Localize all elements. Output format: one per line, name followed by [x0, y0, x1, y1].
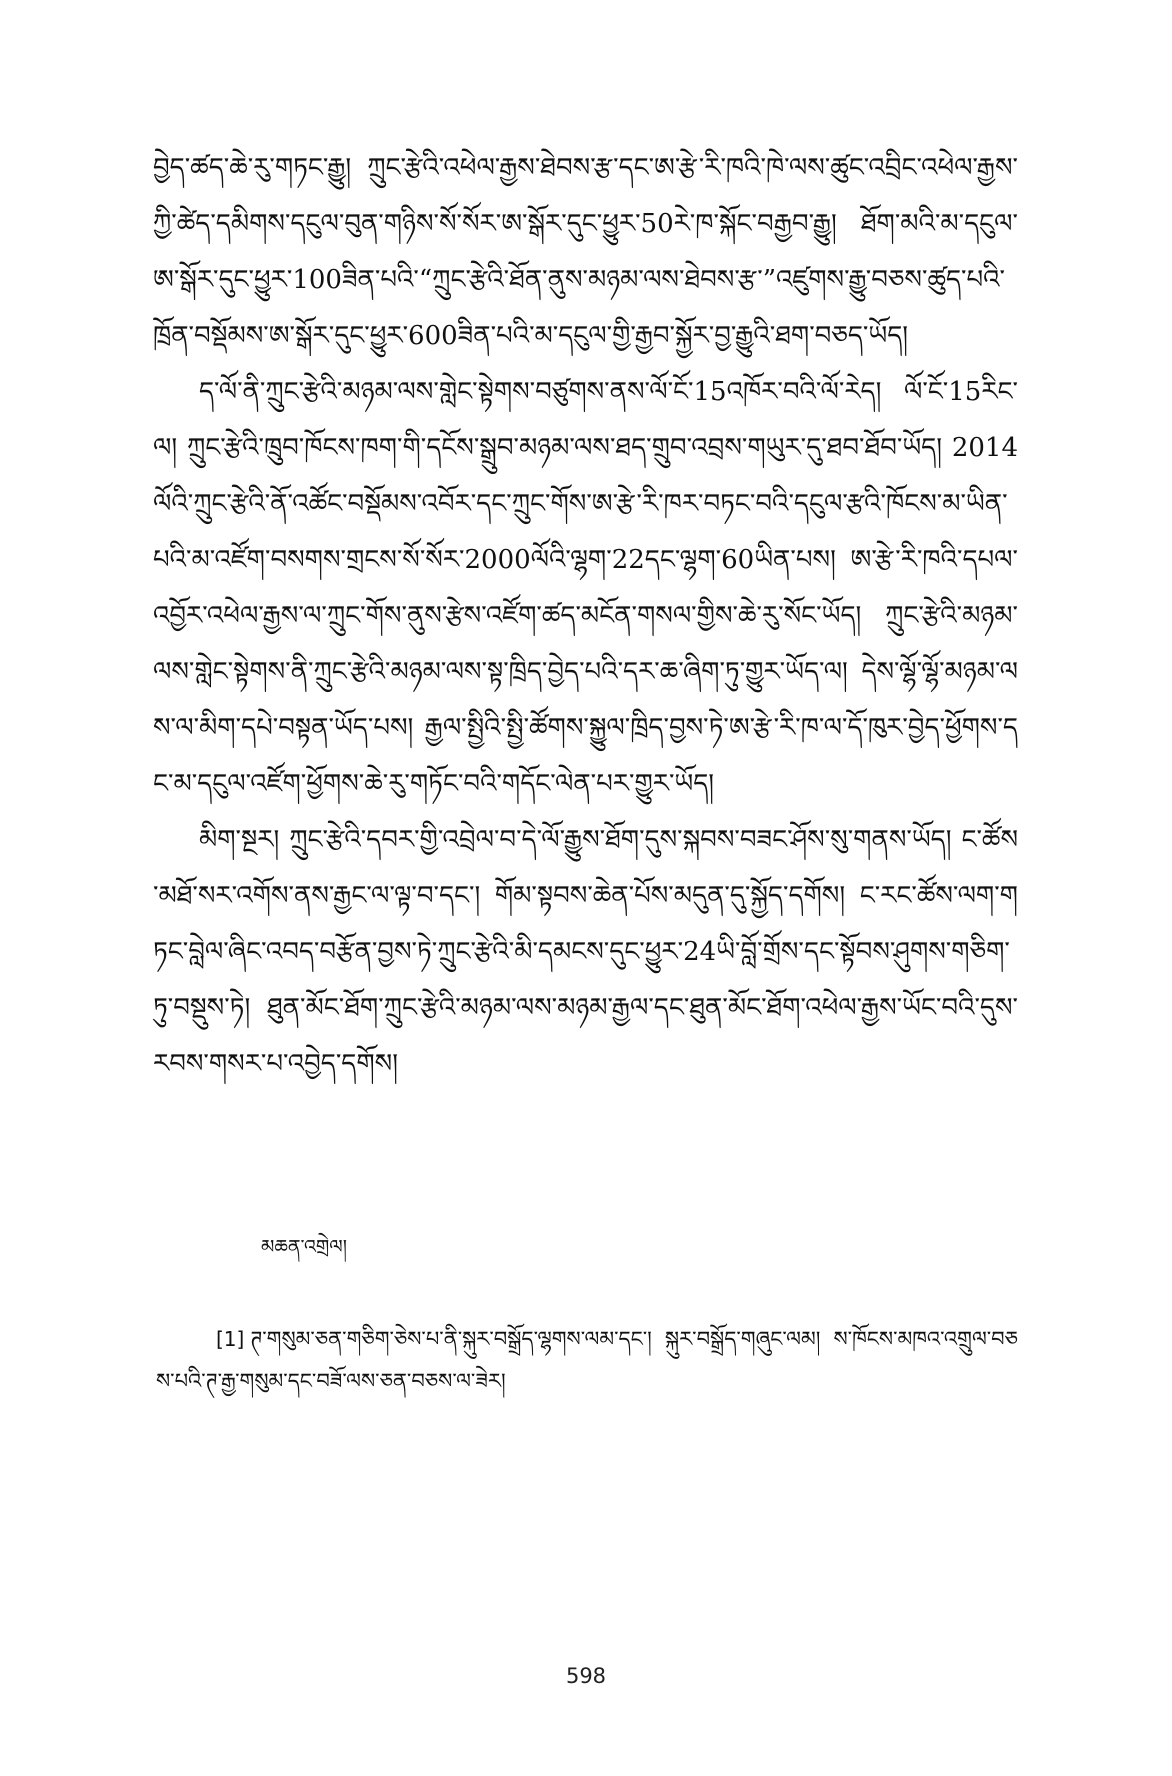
paragraph-3: མིག་སྔར། ཀྲུང་རྩེའི་དབར་གྱི་འབྲེལ་བ་དེ་ལོ་རྒྱུས་ཐོག་དུས་སྐབས་བཟང་ཤོས་སུ་གནས་ཡོད། ང་ཚོས་མཐོ་སར་འགོས་ནས་རྒྱང་ལ་ལྟ་བ་དང་། གོམ་སྟབས་ཆེན་པོས་མདུན་དུ་སྐྱོད་དགོས། ང་རང་ཚོས་ལག་གཏང་བླེལ་ཞིང་འབད་བརྩོན་བྱས་ཏེ་ཀྲུང་རྩེའི་མི་དམངས་དུང་ཕྱུར་24ཡི་བློ་གྲོས་དང་སྟོབས་ཤུགས་གཅིག་ཏུ་བསྡུས་ཏེ། ཐུན་མོང་ཐོག་ཀྲུང་རྩེའི་མཉམ་ལས་མཉམ་རྒྱལ་དང་ཐུན་མོང་ཐོག་འཕེལ་རྒྱས་ཡོང་བའི་དུས་རབས་གསར་པ་འབྱེད་དགོས། [153, 825, 1018, 1079]
footnote-text: ཊ་གསུམ་ཅན་གཅིག་ཅེས་པ་ནི་སྐུར་བསྒྲོད་ལྷགས་ལམ་དང་། སྐུར་བསྒྲོད་གཞུང་ལམ། ས་ཁོངས་མཁའ་འགྲུལ་བཅས་པའི་ཊ་རྒྱ་གསུམ་དང་བཟོ་ལས་ཅན་བཅས་ལ་ཟེར། [156, 1327, 1018, 1393]
paragraph-1: བྱེད་ཚད་ཆེ་རུ་གཏང་རྒྱུ། ཀྲུང་རྩེའི་འཕེལ་རྒྱས་ཐེབས་རྩ་དང་ཨ་རྩེ་རི་ཁའི་ཁེ་ལས་ཚུང་འབྲིང་འཕེལ་རྒྱས་ཀྱི་ཚེད་དམིགས་དངུལ་བུན་གཉིས་སོ་སོར་ཨ་སྒོར་དུང་ཕྱུར་50རེ་ཁ་སྐོང་བརྒྱབ་རྒྱུ། ཐོག་མའི་མ་དངུལ་ཨ་སྒོར་དུང་ཕྱུར་100ཟིན་པའི་“ཀྲུང་རྩེའི་ཐོན་ནུས་མཉམ་ལས་ཐེབས་རྩ་”འཛུགས་རྒྱུ་བཅས་ཚུད་པའི་ཁྲོན་བསྡོམས་ཨ་སྒོར་དུང་ཕྱུར་600ཟིན་པའི་མ་དངུལ་གྱི་རྒྱབ་སྐྱོར་བྱ་རྒྱུའི་ཐག་བཅད་ཡོད། [153, 153, 1018, 351]
footnote-marker: [1] [216, 1327, 245, 1351]
body-text [153, 140, 1018, 1092]
paragraph-2: ད་ལོ་ནི་ཀྲུང་རྩེའི་མཉམ་ལས་གླེང་སྟེགས་བཙུགས་ནས་ལོ་ངོ་15འཁོར་བའི་ལོ་རེད། ལོ་ངོ་15རིང་ལ། ཀྲུང་རྩེའི་ཁྲུབ་ཁོངས་ཁག་གི་དངོས་སྒྲུབ་མཉམ་ལས་ཐད་གྲུབ་འབྲས་གཡུར་དུ་ཐབ་ཐོབ་ཡོད། 2014ལོའི་ཀྲུང་རྩེའི་ནོ་འཚོང་བསྡོམས་འབོར་དང་ཀྲུང་གོས་ཨ་རྩེ་རི་ཁར་བཏང་བའི་དངུལ་རྩའི་ཁོངས་མ་ཡིན་པའི་མ་འཛོག་བསགས་གྲངས་སོ་སོར་2000ལོའི་ལྷག་22དང་ལྷག་60ཡིན་པས། ཨ་རྩེ་རི་ཁའི་དཔལ་འབྱོར་འཕེལ་རྒྱས་ལ་ཀྲུང་གོས་ནུས་རྩེས་འཛོག་ཚད་མངོན་གསལ་གྱིས་ཆེ་རུ་སོང་ཡོད། ཀྲུང་རྩེའི་མཉམ་ལས་གླེང་སྟེགས་ནི་ཀྲུང་རྩེའི་མཉམ་ལས་སྟ་ཁྲིད་བྱེད་པའི་དར་ཆ་ཞིག་ཏུ་གྱུར་ཡོད་ལ། དེས་ལྷོ་ལྷོ་མཉམ་ལས་ལ་མིག་དཔེ་བསྟན་ཡོད་པས། རྒྱལ་སྤྱིའི་སྤྱི་ཚོགས་སྐྱུལ་ཁྲིད་བྱས་ཏེ་ཨ་རྩེ་རི་ཁ་ལ་དོ་ཁུར་བྱེད་ཕྱོགས་དང་མ་དངུལ་འཛོག་ཕྱོགས་ཆེ་རུ་གཏོང་བའི་གདོང་ལེན་པར་གྱུར་ཡོད། [153, 377, 1018, 799]
footnote [156, 1318, 1018, 1402]
notes-heading: མཆན་འགྲེལ། [261, 1236, 347, 1258]
page-number: 598 [565, 1664, 607, 1688]
